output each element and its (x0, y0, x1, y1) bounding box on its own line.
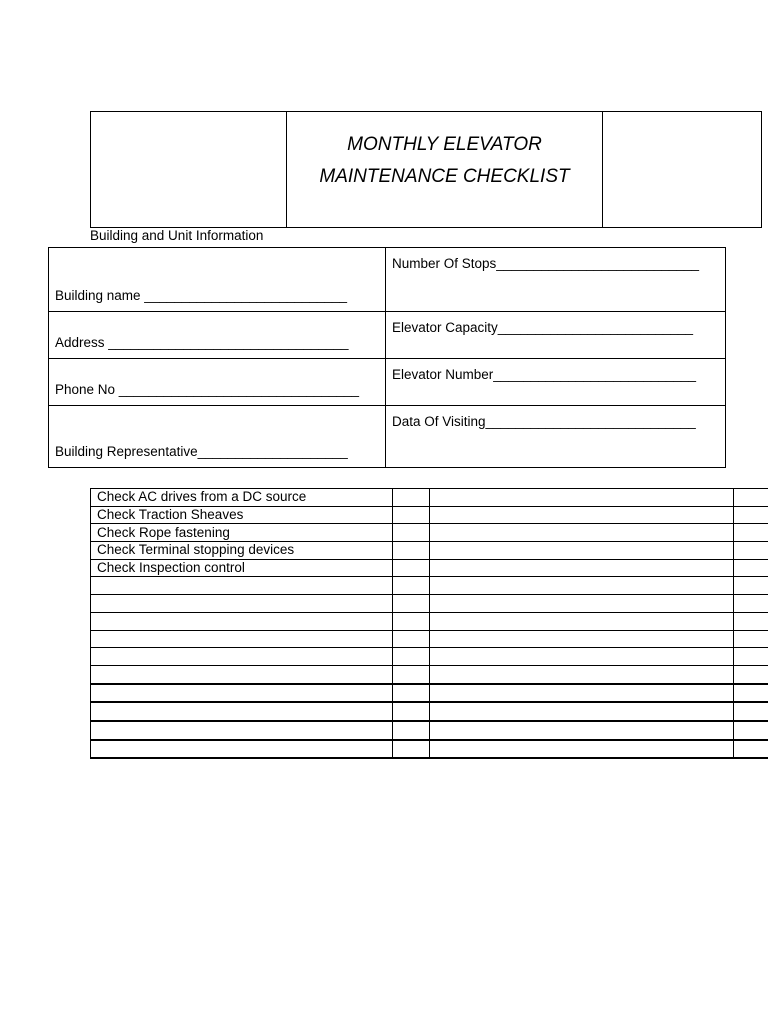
checklist-item-label: Check Terminal stopping devices (91, 542, 393, 560)
checklist-row (91, 559, 768, 577)
logo-placeholder-box (91, 112, 287, 227)
checklist-row (91, 506, 768, 524)
checklist-check-cell[interactable] (393, 648, 430, 666)
checklist-check-cell[interactable] (393, 665, 430, 683)
checklist-item-label: Check Rope fastening (91, 524, 393, 542)
checklist-row (91, 489, 768, 507)
checklist-item-label (91, 740, 393, 759)
elevator-number-field[interactable]: Elevator Number___________________________ (386, 358, 725, 405)
building-info-table (48, 247, 726, 468)
checklist-row (91, 648, 768, 666)
checklist-row (91, 721, 768, 740)
checklist-item-label (91, 612, 393, 630)
checklist-check-cell[interactable] (393, 740, 430, 759)
info-left-column (49, 248, 386, 467)
checklist-remarks-cell[interactable] (430, 542, 734, 560)
date-of-visiting-field[interactable]: Data Of Visiting____________________________ (386, 405, 725, 467)
checklist-row (91, 630, 768, 648)
checklist-extra-cell[interactable] (734, 489, 768, 507)
checklist-check-cell[interactable] (393, 524, 430, 542)
checklist-check-cell[interactable] (393, 630, 430, 648)
number-of-stops-field[interactable]: Number Of Stops___________________________ (392, 256, 700, 271)
checklist-extra-cell[interactable] (734, 524, 768, 542)
building-name-field[interactable]: Building name ___________________________ (55, 288, 348, 303)
title-line-2: MAINTENANCE CHECKLIST (319, 166, 570, 187)
checklist-item-label (91, 702, 393, 721)
checklist-row (91, 684, 768, 703)
checklist-item-label (91, 577, 393, 595)
checklist-extra-cell[interactable] (734, 506, 768, 524)
checklist-remarks-cell[interactable] (430, 648, 734, 666)
checklist-item-label (91, 595, 393, 613)
checklist-row (91, 740, 768, 759)
checklist-item-label (91, 684, 393, 703)
checklist-row (91, 665, 768, 683)
checklist-remarks-cell[interactable] (430, 595, 734, 613)
checklist-item-label: Check Inspection control (91, 559, 393, 577)
building-representative-field[interactable]: Building Representative____________________ (49, 405, 385, 467)
title-line-1: MONTHLY ELEVATOR (347, 134, 542, 155)
checklist-extra-cell[interactable] (734, 665, 768, 683)
checklist-check-cell[interactable] (393, 684, 430, 703)
checklist-row (91, 524, 768, 542)
checklist-extra-cell[interactable] (734, 542, 768, 560)
checklist-extra-cell[interactable] (734, 612, 768, 630)
checklist-remarks-cell[interactable] (430, 740, 734, 759)
header-right-box (603, 112, 761, 227)
checklist-extra-cell[interactable] (734, 684, 768, 703)
address-field[interactable]: Address ________________________________ (49, 311, 385, 358)
checklist-row (91, 577, 768, 595)
checklist-extra-cell[interactable] (734, 702, 768, 721)
checklist-remarks-cell[interactable] (430, 489, 734, 507)
checklist-extra-cell[interactable] (734, 721, 768, 740)
checklist-row (91, 542, 768, 560)
checklist-check-cell[interactable] (393, 612, 430, 630)
checklist-item-label (91, 721, 393, 740)
checklist-remarks-cell[interactable] (430, 524, 734, 542)
checklist-check-cell[interactable] (393, 489, 430, 507)
phone-field[interactable]: Phone No ________________________________ (49, 358, 385, 405)
checklist-item-label (91, 630, 393, 648)
checklist-check-cell[interactable] (393, 721, 430, 740)
checklist-remarks-cell[interactable] (430, 721, 734, 740)
checklist-remarks-cell[interactable] (430, 559, 734, 577)
checklist-extra-cell[interactable] (734, 559, 768, 577)
title-block (90, 111, 762, 228)
checklist-row (91, 702, 768, 721)
checklist-extra-cell[interactable] (734, 740, 768, 759)
checklist-check-cell[interactable] (393, 559, 430, 577)
checklist-remarks-cell[interactable] (430, 702, 734, 721)
checklist-remarks-cell[interactable] (430, 577, 734, 595)
checklist-extra-cell[interactable] (734, 577, 768, 595)
checklist-table (90, 488, 768, 759)
checklist-remarks-cell[interactable] (430, 684, 734, 703)
checklist-remarks-cell[interactable] (430, 506, 734, 524)
checklist-check-cell[interactable] (393, 595, 430, 613)
title-cell (287, 112, 603, 227)
checklist-item-label: Check Traction Sheaves (91, 506, 393, 524)
section-label: Building and Unit Information (90, 228, 264, 243)
checklist-extra-cell[interactable] (734, 630, 768, 648)
checklist-remarks-cell[interactable] (430, 665, 734, 683)
info-right-column (386, 248, 725, 467)
checklist-remarks-cell[interactable] (430, 630, 734, 648)
checklist-check-cell[interactable] (393, 506, 430, 524)
elevator-capacity-field[interactable]: Elevator Capacity__________________________ (386, 311, 725, 358)
checklist-row (91, 612, 768, 630)
checklist-check-cell[interactable] (393, 577, 430, 595)
checklist-extra-cell[interactable] (734, 595, 768, 613)
checklist-item-label: Check AC drives from a DC source (91, 489, 393, 507)
checklist-check-cell[interactable] (393, 702, 430, 721)
checklist-remarks-cell[interactable] (430, 612, 734, 630)
checklist-extra-cell[interactable] (734, 648, 768, 666)
checklist-item-label (91, 648, 393, 666)
checklist-item-label (91, 665, 393, 683)
checklist-row (91, 595, 768, 613)
checklist-check-cell[interactable] (393, 542, 430, 560)
